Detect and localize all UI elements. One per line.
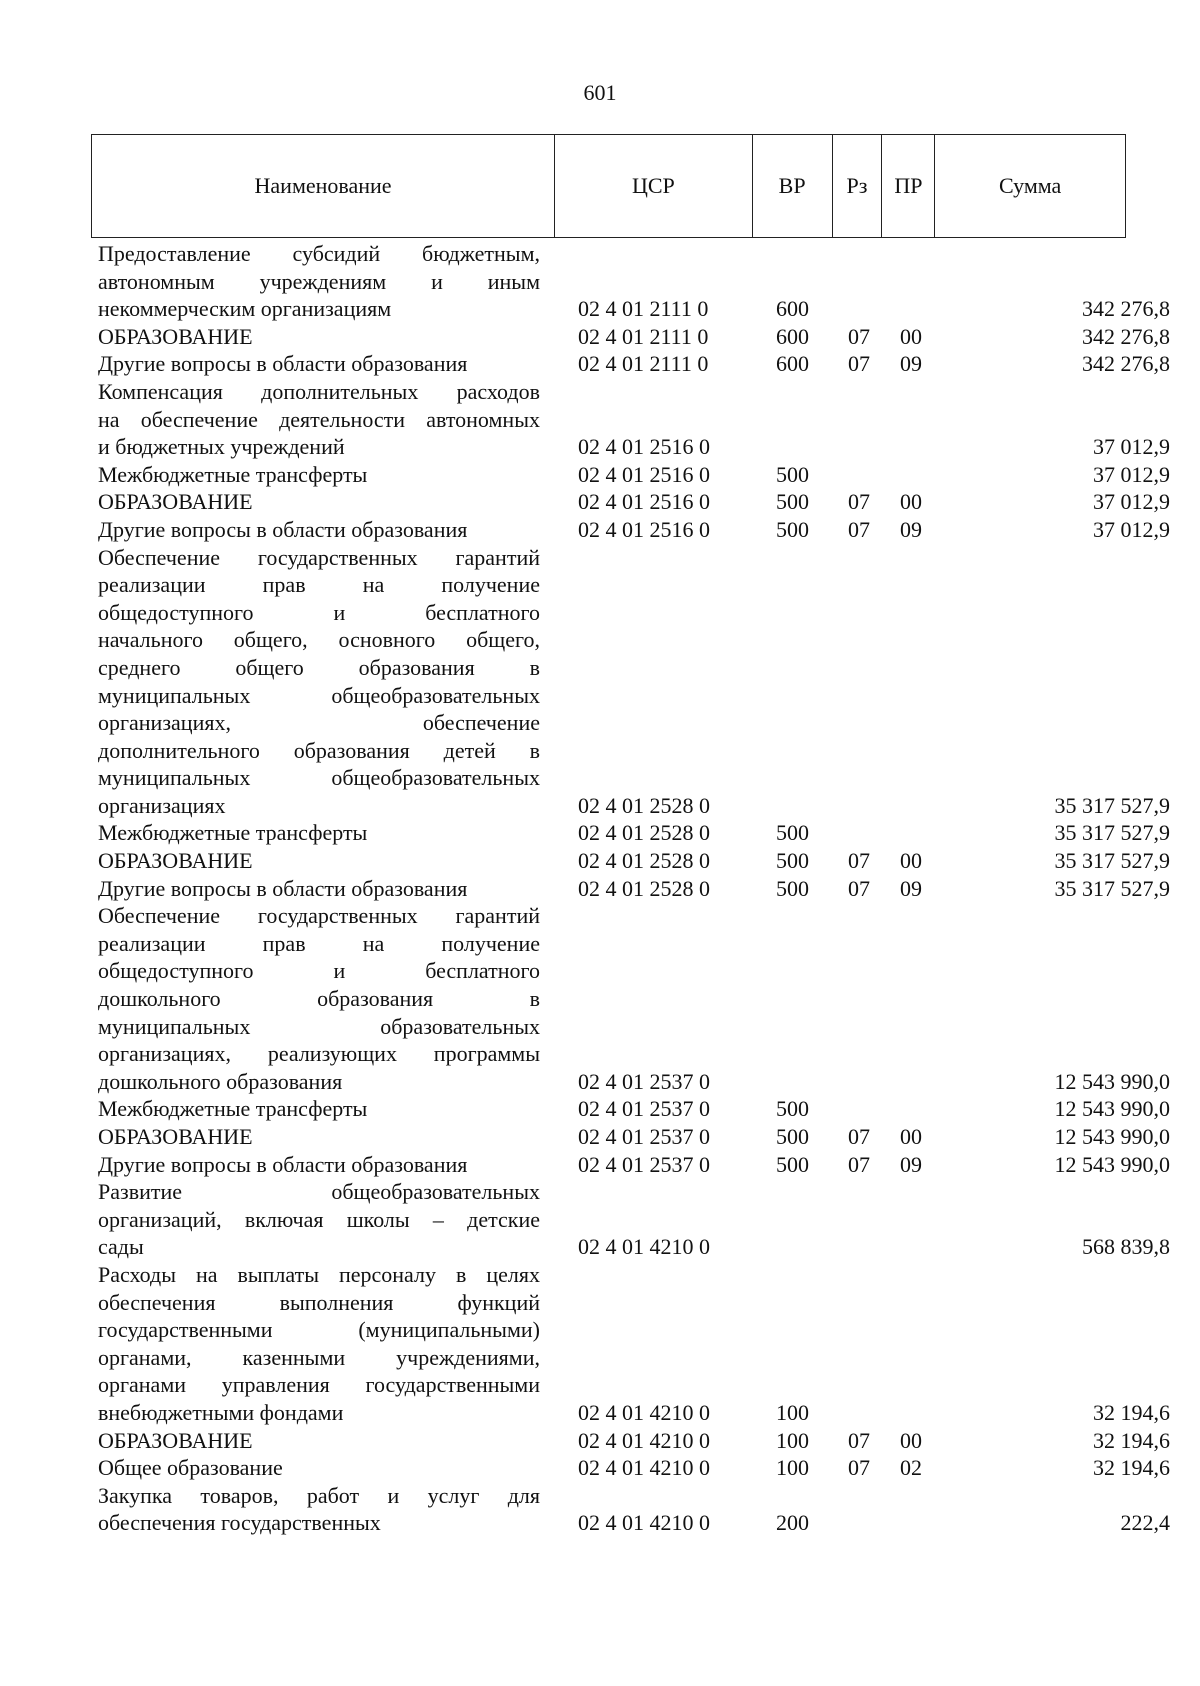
row-name-line: среднего общего образования в [98, 654, 540, 680]
row-pr: 09 [900, 516, 922, 542]
table-row [0, 240, 1170, 323]
row-sum: 12 543 990,0 [1054, 1068, 1170, 1094]
row-sum: 32 194,6 [1093, 1399, 1170, 1425]
row-name [98, 488, 540, 516]
row-name [98, 1151, 540, 1179]
row-name-line: Развитие общеобразовательных [98, 1179, 540, 1205]
table-row [0, 516, 1170, 544]
row-vr: 500 [776, 820, 809, 846]
row-name [98, 1427, 540, 1455]
row-vr: 500 [776, 461, 809, 487]
table-row [0, 488, 1170, 516]
row-name-line: начального общего, основного общего, [98, 627, 540, 653]
table-row [0, 1178, 1170, 1261]
row-sum: 342 276,8 [1082, 323, 1170, 349]
row-name [98, 1123, 540, 1151]
row-name-line: организациях, обеспечение [98, 710, 540, 736]
row-name-line: внебюджетными фондами [98, 1399, 344, 1425]
table-row [0, 378, 1170, 461]
row-name-line: организаций, включая школы – детские [98, 1206, 540, 1232]
row-rz: 07 [848, 848, 870, 874]
row-sum: 12 543 990,0 [1054, 1151, 1170, 1177]
row-csr: 02 4 01 2537 0 [578, 1068, 710, 1094]
row-vr: 200 [776, 1510, 809, 1536]
row-pr: 02 [900, 1455, 922, 1481]
row-name [98, 1482, 540, 1537]
row-sum: 37 012,9 [1093, 516, 1170, 542]
table-row [0, 323, 1170, 351]
table-row [0, 461, 1170, 489]
row-name [98, 819, 540, 847]
header-vr: ВР [753, 135, 833, 237]
row-name [98, 1261, 540, 1427]
row-vr: 600 [776, 296, 809, 322]
row-sum: 12 543 990,0 [1054, 1124, 1170, 1149]
row-name-line: организациях, реализующих программы [98, 1041, 540, 1067]
row-name-line: Предоставление субсидий бюджетным, [98, 241, 540, 266]
row-name [98, 1095, 540, 1123]
row-name-line: дополнительного образования детей в [98, 737, 540, 763]
row-vr: 500 [776, 516, 809, 542]
row-sum: 35 317 527,9 [1054, 848, 1170, 874]
row-rz: 07 [848, 1427, 870, 1453]
row-name-line: и бюджетных учреждений [98, 434, 345, 460]
table-row [0, 544, 1170, 820]
row-vr: 100 [776, 1399, 809, 1425]
row-sum: 35 317 527,9 [1054, 792, 1170, 818]
row-name-line: государственными (муниципальными) [98, 1317, 540, 1343]
page-number: 601 [583, 80, 617, 105]
row-name-line: Общее образование [98, 1455, 283, 1481]
row-sum: 35 317 527,9 [1054, 875, 1170, 901]
row-vr: 500 [776, 1124, 809, 1149]
row-csr: 02 4 01 2111 0 [578, 296, 709, 322]
row-name-line: организациях [98, 792, 226, 818]
row-name-line: автономным учреждениям и иным [98, 268, 540, 294]
row-pr: 00 [900, 1427, 922, 1453]
row-csr: 02 4 01 2537 0 [578, 1151, 710, 1177]
row-vr: 100 [776, 1427, 809, 1453]
row-name-line: общедоступного и бесплатного [98, 958, 540, 984]
row-name-line: муниципальных общеобразовательных [98, 765, 540, 791]
row-name-line: общедоступного и бесплатного [98, 599, 540, 625]
row-name-line: на обеспечение деятельности автономных [98, 406, 540, 432]
table-row [0, 902, 1170, 1095]
row-csr: 02 4 01 4210 0 [578, 1234, 710, 1260]
row-sum: 12 543 990,0 [1054, 1096, 1170, 1122]
row-rz: 07 [848, 1455, 870, 1481]
row-name-line: реализации прав на получение [98, 930, 540, 956]
row-name-line: ОБРАЗОВАНИЕ [98, 489, 253, 515]
table-row [0, 847, 1170, 875]
table-body [0, 240, 1170, 1537]
row-pr: 00 [900, 1124, 922, 1149]
row-name-line: органами управления государственными [98, 1372, 540, 1398]
row-csr: 02 4 01 2537 0 [578, 1096, 710, 1122]
row-vr: 100 [776, 1455, 809, 1481]
row-sum: 342 276,8 [1082, 296, 1170, 322]
row-csr: 02 4 01 2528 0 [578, 875, 710, 901]
row-name-line: муниципальных образовательных [98, 1013, 540, 1039]
row-sum: 37 012,9 [1093, 434, 1170, 460]
table-row [0, 1482, 1170, 1537]
table-row [0, 1427, 1170, 1455]
row-vr: 600 [776, 323, 809, 349]
row-csr: 02 4 01 2528 0 [578, 792, 710, 818]
row-rz: 07 [848, 1151, 870, 1177]
row-name-line: Обеспечение государственных гарантий [98, 903, 540, 929]
row-name-line: Другие вопросы в области образования [98, 875, 468, 901]
row-name-line: Компенсация дополнительных расходов [98, 378, 540, 404]
row-csr: 02 4 01 4210 0 [578, 1510, 710, 1536]
row-name [98, 1178, 540, 1261]
row-name-line: Межбюджетные трансферты [98, 1096, 368, 1122]
row-rz: 07 [848, 875, 870, 901]
row-sum: 342 276,8 [1082, 351, 1170, 377]
row-vr: 500 [776, 848, 809, 874]
row-name [98, 544, 540, 820]
row-name-line: дошкольного образования в [98, 986, 540, 1012]
row-csr: 02 4 01 4210 0 [578, 1455, 710, 1481]
row-name-line: ОБРАЗОВАНИЕ [98, 1124, 253, 1149]
row-vr: 500 [776, 1096, 809, 1122]
row-name-line: Другие вопросы в области образования [98, 1151, 468, 1177]
row-vr: 600 [776, 351, 809, 377]
table-row [0, 819, 1170, 847]
row-name-line: ОБРАЗОВАНИЕ [98, 848, 253, 874]
row-name-line: ОБРАЗОВАНИЕ [98, 1427, 253, 1453]
row-csr: 02 4 01 2111 0 [578, 351, 709, 377]
row-name [98, 240, 540, 323]
row-name-line: обеспечения выполнения функций [98, 1289, 540, 1315]
row-csr: 02 4 01 2537 0 [578, 1124, 710, 1149]
row-name-line: дошкольного образования [98, 1068, 343, 1094]
row-name-line: некоммерческим организациям [98, 296, 392, 322]
row-sum: 37 012,9 [1093, 489, 1170, 515]
table-row [0, 350, 1170, 378]
row-csr: 02 4 01 2516 0 [578, 516, 710, 542]
row-csr: 02 4 01 4210 0 [578, 1427, 710, 1453]
header-rz: Рз [833, 135, 883, 237]
row-name [98, 875, 540, 903]
row-name-line: муниципальных общеобразовательных [98, 682, 540, 708]
table-header [91, 134, 1126, 238]
row-name [98, 516, 540, 544]
row-sum: 32 194,6 [1093, 1427, 1170, 1453]
row-vr: 500 [776, 1151, 809, 1177]
table-row [0, 1123, 1170, 1151]
row-name [98, 847, 540, 875]
row-sum: 37 012,9 [1093, 461, 1170, 487]
row-name [98, 378, 540, 461]
header-pr: ПР [882, 135, 935, 237]
row-name-line: обеспечения государственных [98, 1510, 381, 1536]
row-pr: 00 [900, 848, 922, 874]
header-name: Наименование [92, 135, 555, 237]
row-csr: 02 4 01 2111 0 [578, 323, 709, 349]
row-name-line: Межбюджетные трансферты [98, 461, 368, 487]
row-name-line: органами, казенными учреждениями, [98, 1344, 540, 1370]
table-row [0, 1454, 1170, 1482]
row-rz: 07 [848, 351, 870, 377]
row-pr: 00 [900, 489, 922, 515]
row-name [98, 350, 540, 378]
row-csr: 02 4 01 2516 0 [578, 434, 710, 460]
row-name-line: Расходы на выплаты персоналу в целях [98, 1261, 540, 1287]
row-name-line: реализации прав на получение [98, 572, 540, 598]
row-sum: 222,4 [1120, 1510, 1170, 1536]
row-csr: 02 4 01 2528 0 [578, 820, 710, 846]
row-csr: 02 4 01 4210 0 [578, 1399, 710, 1425]
row-sum: 568 839,8 [1082, 1234, 1170, 1260]
row-csr: 02 4 01 2516 0 [578, 489, 710, 515]
row-name-line: Другие вопросы в области образования [98, 351, 468, 377]
row-vr: 500 [776, 489, 809, 515]
row-pr: 09 [900, 1151, 922, 1177]
row-rz: 07 [848, 1124, 870, 1149]
row-sum: 35 317 527,9 [1054, 820, 1170, 846]
table-row [0, 1261, 1170, 1427]
row-rz: 07 [848, 323, 870, 349]
row-csr: 02 4 01 2516 0 [578, 461, 710, 487]
row-name-line: Закупка товаров, работ и услуг для [98, 1482, 540, 1508]
row-vr: 500 [776, 875, 809, 901]
row-pr: 00 [900, 323, 922, 349]
row-pr: 09 [900, 875, 922, 901]
row-name [98, 1454, 540, 1482]
row-pr: 09 [900, 351, 922, 377]
row-sum: 32 194,6 [1093, 1455, 1170, 1481]
row-name-line: сады [98, 1234, 144, 1260]
row-name-line: ОБРАЗОВАНИЕ [98, 323, 253, 349]
row-name-line: Обеспечение государственных гарантий [98, 544, 540, 570]
row-name-line: Межбюджетные трансферты [98, 820, 368, 846]
header-sum: Сумма [999, 173, 1062, 198]
row-name [98, 902, 540, 1095]
row-name [98, 461, 540, 489]
row-rz: 07 [848, 489, 870, 515]
table-row [0, 875, 1170, 903]
row-name-line: Другие вопросы в области образования [98, 516, 468, 542]
row-rz: 07 [848, 516, 870, 542]
table-row [0, 1095, 1170, 1123]
row-name [98, 323, 540, 351]
header-csr: ЦСР [555, 135, 753, 237]
row-csr: 02 4 01 2528 0 [578, 848, 710, 874]
table-row [0, 1151, 1170, 1179]
